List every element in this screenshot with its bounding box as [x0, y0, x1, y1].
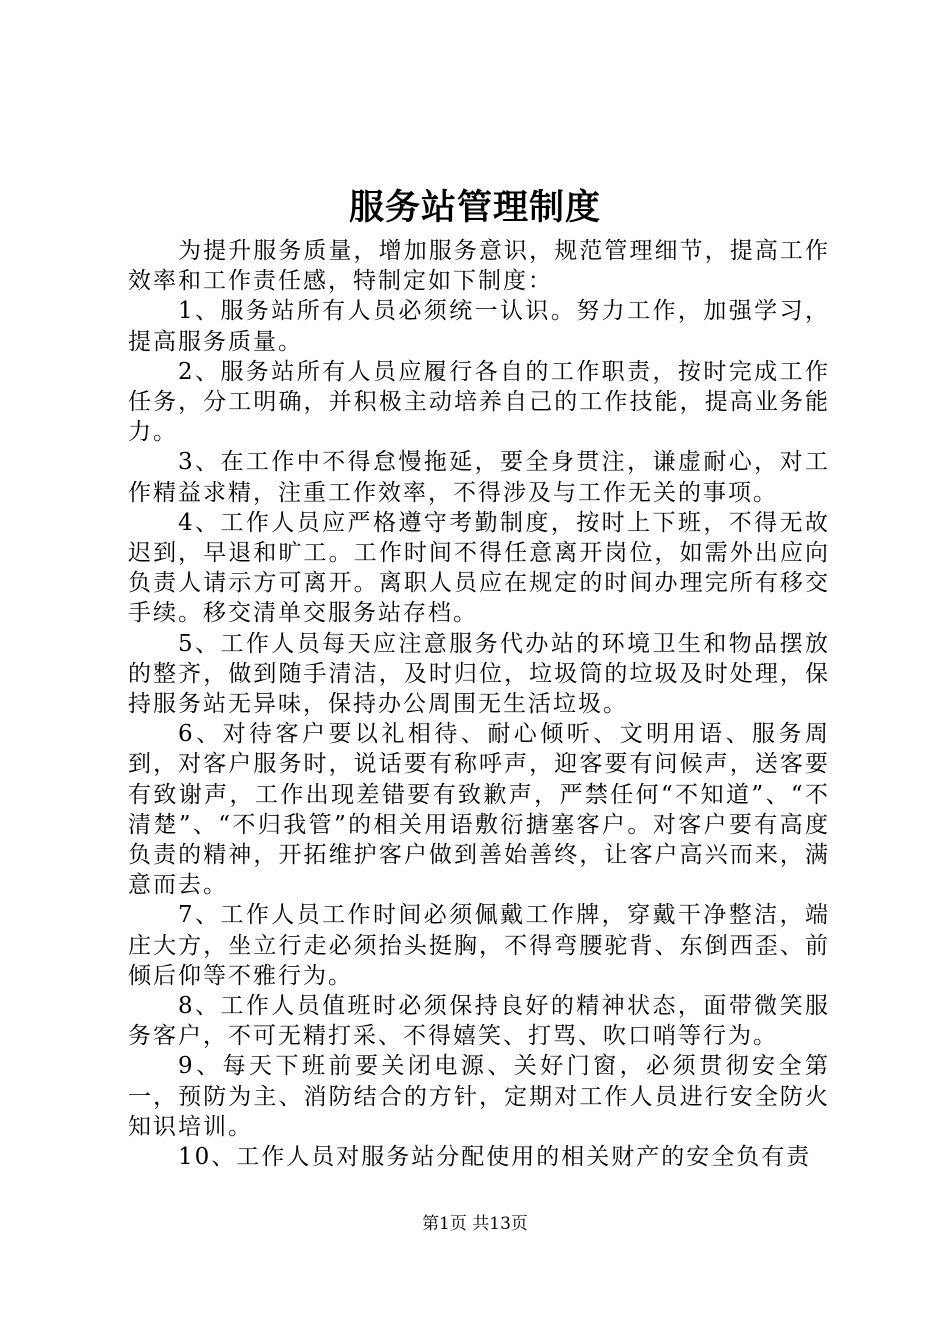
rule-paragraph-3: 3、在工作中不得怠慢拖延，要全身贯注，谦虚耐心，对工作精益求精，注重工作效率，不得涉及与工作无关的事项。 [128, 449, 830, 506]
rule-paragraph-10: 10、工作人员对服务站分配使用的相关财产的安全负有责 [178, 1144, 812, 1171]
rule-paragraph-7: 7、工作人员工作时间必须佩戴工作牌，穿戴干净整洁，端庄大方，坐立行走必须抬头挺胸，不得弯腰驼背、东倒西歪、前倾后仰等不雅行为。 [128, 902, 830, 989]
rule-paragraph-5: 5、工作人员每天应注意服务代办站的环境卫生和物品摆放的整齐，做到随手清洁，及时归位，垃圾筒的垃圾及时处理，保持服务站无异味，保持办公周围无生活垃圾。 [128, 630, 830, 718]
rule-paragraph-1: 1、服务站所有人员必须统一认识。努力工作，加强学习，提高服务质量。 [128, 298, 830, 355]
page-number-footer: 第1页 共13页 [422, 1214, 528, 1234]
rule-paragraph-6: 6、对待客户要以礼相待、耐心倾听、文明用语、服务周到，对客户服务时，说话要有称呼声，迎客要有问候声，送客要有致谢声，工作出现差错要有致歉声，严禁任何“不知道”、“不清楚”、“不归我管”的相关用语敷衍搪塞客户。对客户要有高度负责的精神，开拓维护客户做到善始善终，让客户高兴而来，满意而去。 [128, 721, 830, 899]
rule-paragraph-8: 8、工作人员值班时必须保持良好的精神状态，面带微笑服务客户，不可无精打采、不得嬉笑、打骂、吹口哨等行为。 [128, 993, 830, 1050]
document-body [128, 236, 830, 1172]
rule-paragraph-2: 2、服务站所有人员应履行各自的工作职责，按时完成工作任务，分工明确，并积极主动培养自己的工作技能，提高业务能力。 [128, 358, 830, 446]
rule-paragraph-9: 9、每天下班前要关闭电源、关好门窗，必须贯彻安全第一，预防为主、消防结合的方针，定期对工作人员进行安全防火知识培训。 [128, 1053, 830, 1140]
document-title: 服务站管理制度 [348, 187, 601, 228]
rule-paragraph-4: 4、工作人员应严格遵守考勤制度，按时上下班，不得无故迟到，早退和旷工。工作时间不得任意离开岗位，如需外出应向负责人请示方可离开。离职人员应在规定的时间办理完所有移交手续。移交清单交服务站存档。 [128, 509, 830, 627]
intro-paragraph: 为提升服务质量，增加服务意识，规范管理细节，提高工作效率和工作责任感，特制定如下制度： [128, 238, 830, 295]
